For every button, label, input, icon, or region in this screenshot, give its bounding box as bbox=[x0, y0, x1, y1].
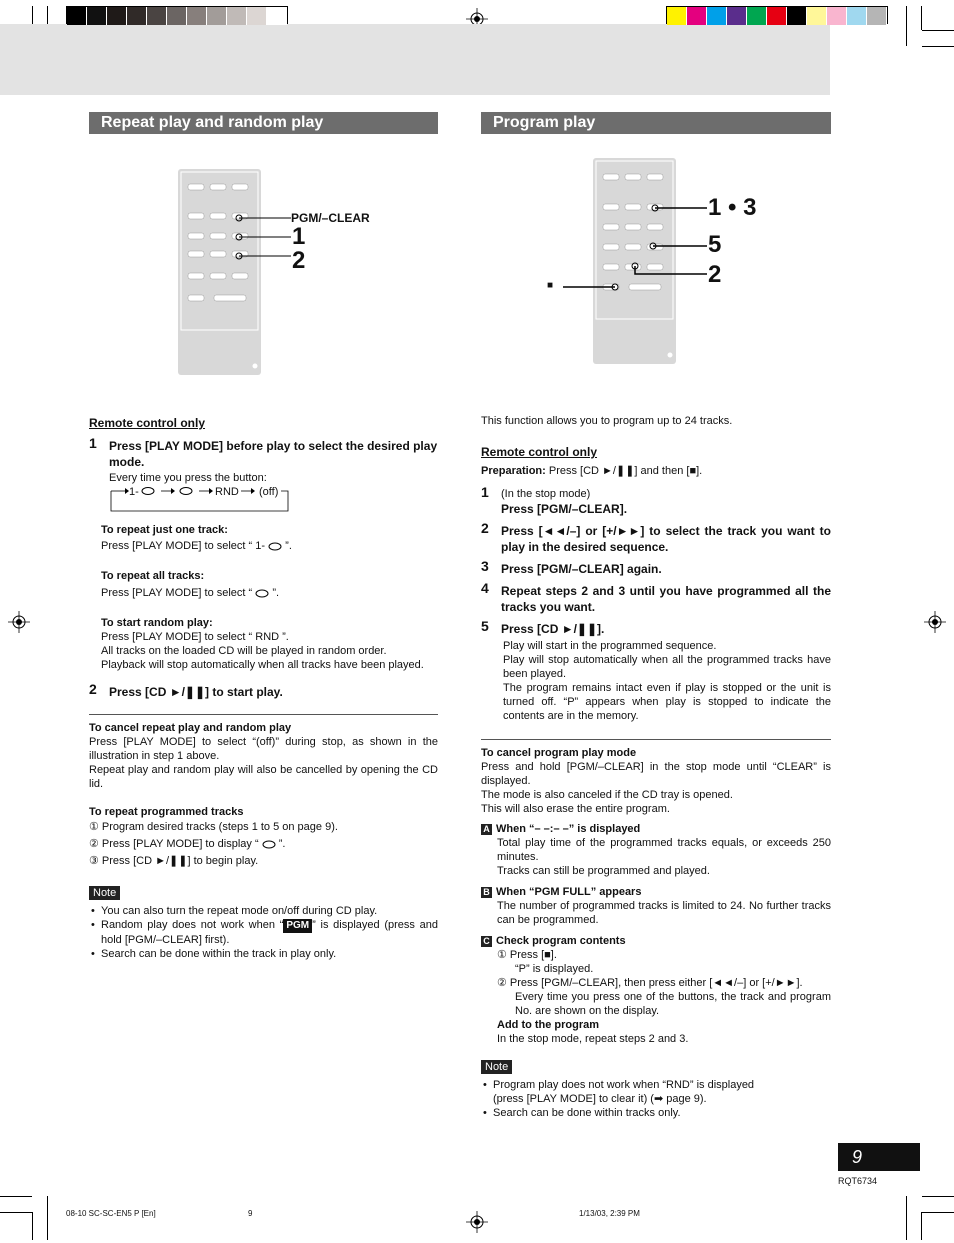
text-part: ”. bbox=[285, 540, 292, 552]
section-c bbox=[481, 934, 831, 1046]
section-c-title: Check program contents bbox=[496, 935, 626, 947]
color-swatch bbox=[787, 7, 807, 25]
repeat-programmed-step: ③ Press [CD ►/❚❚] to begin play. bbox=[89, 855, 259, 867]
gray-calibration-bar bbox=[66, 6, 288, 24]
text-line: (press [PLAY MODE] to clear it) (➡ page 9). bbox=[493, 1093, 707, 1105]
color-swatch bbox=[167, 7, 187, 25]
remote-only-label: Remote control only bbox=[481, 445, 598, 459]
step-text: Repeat steps 2 and 3 until you have programmed all the tracks you want. bbox=[501, 584, 831, 614]
remote-only-label: Remote control only bbox=[89, 416, 206, 430]
play-mode-cycle bbox=[109, 487, 438, 513]
step-number: 1 bbox=[481, 484, 489, 500]
stop-icon: ■ bbox=[547, 280, 554, 291]
cancel-text: Press and hold [PGM/–CLEAR] in the stop mode until “CLEAR” is displayed. bbox=[481, 761, 831, 787]
step-2 bbox=[481, 520, 831, 555]
crop-mark bbox=[922, 1212, 954, 1213]
fig-step-number: 5 bbox=[708, 231, 722, 258]
step-2 bbox=[89, 681, 438, 700]
crop-mark bbox=[0, 1212, 32, 1213]
step-text: Press [PLAY MODE] before play to select the desired play mode. bbox=[109, 439, 438, 469]
color-swatch bbox=[247, 7, 267, 25]
color-swatch bbox=[107, 7, 127, 25]
divider bbox=[89, 714, 438, 715]
doc-code: RQT6734 bbox=[838, 1176, 878, 1186]
repeat-programmed-title: To repeat programmed tracks bbox=[89, 806, 244, 818]
note-label: Note bbox=[89, 886, 120, 900]
detail-line: The program remains intact even if play is stopped or the unit is turned off. “P” appears when play is stopped to indicate the contents are in the memory. bbox=[503, 682, 831, 722]
step-number: 2 bbox=[481, 520, 489, 536]
step-3 bbox=[481, 558, 831, 577]
repeat-icon bbox=[262, 840, 276, 849]
section-c-text bbox=[481, 948, 831, 1046]
prep-label: Preparation: bbox=[481, 465, 546, 477]
repeat-programmed-step bbox=[89, 837, 438, 851]
note-list bbox=[89, 904, 438, 961]
color-swatch bbox=[67, 7, 87, 25]
step-number: 1 bbox=[89, 435, 97, 451]
step-5 bbox=[481, 618, 831, 723]
page-number: 9 bbox=[838, 1143, 920, 1171]
letter-badge: A bbox=[481, 824, 492, 835]
fig-step-number: 2 bbox=[708, 261, 722, 288]
color-swatch bbox=[747, 7, 767, 25]
color-swatch bbox=[207, 7, 227, 25]
callout-lines bbox=[555, 200, 711, 292]
footer-file: 08-10 SC-SC-EN5 P [En] bbox=[66, 1209, 156, 1218]
repeat-all-text bbox=[101, 586, 438, 600]
footer-page: 9 bbox=[248, 1209, 253, 1218]
step-number: 3 bbox=[481, 558, 489, 574]
text-line: ① Press [■]. bbox=[497, 949, 557, 961]
step-4 bbox=[481, 580, 831, 615]
intro-text: This function allows you to program up to 24 tracks. bbox=[481, 415, 733, 427]
color-swatch bbox=[827, 7, 847, 25]
crop-mark bbox=[906, 6, 907, 46]
detail-line: Play will stop automatically when all the programmed tracks have been played. bbox=[503, 654, 831, 680]
prep-text: Press [CD ►/❚❚] and then [■]. bbox=[548, 465, 703, 477]
remote-buttons-drawing bbox=[178, 169, 261, 375]
section-b-title: When “PGM FULL” appears bbox=[496, 886, 642, 898]
color-swatch bbox=[127, 7, 147, 25]
color-swatch bbox=[687, 7, 707, 25]
random-line: Press [PLAY MODE] to select “ RND ”. bbox=[101, 631, 289, 643]
divider bbox=[481, 739, 831, 740]
text-line: Total play time of the programmed tracks equals, or exceeds 250 minutes. bbox=[497, 837, 831, 863]
step-text: Press [◄◄/–] or [+/►►] to select the track you want to play in the desired sequence. bbox=[501, 524, 831, 554]
cancel-title: To cancel program play mode bbox=[481, 747, 637, 759]
repeat-all-block bbox=[89, 569, 438, 600]
registration-target-icon bbox=[466, 1211, 488, 1233]
step-number: 4 bbox=[481, 580, 489, 596]
fig-step-number: 1 • 3 bbox=[708, 194, 757, 221]
repeat-programmed-step: ① Program desired tracks (steps 1 to 5 on page 9). bbox=[89, 821, 338, 833]
text-line: ② Press [PGM/–CLEAR], then press either [◄◄/–] or [+/►►]. bbox=[497, 977, 803, 989]
note-list bbox=[481, 1078, 831, 1120]
crop-mark bbox=[922, 46, 954, 47]
top-gray-band bbox=[0, 24, 830, 95]
random-line: All tracks on the loaded CD will be played in random order. bbox=[101, 645, 387, 657]
registration-target-icon bbox=[8, 611, 30, 633]
step-text: Press [CD ►/❚❚]. bbox=[501, 622, 605, 636]
cycle-one-track: 1- bbox=[129, 486, 139, 498]
cancel-text: Press [PLAY MODE] to select “(off)” during stop, as shown in the illustration in step 1 above. bbox=[89, 736, 438, 762]
text-line: “P” is displayed. bbox=[515, 963, 594, 975]
registration-target-icon bbox=[924, 611, 946, 633]
letter-badge: B bbox=[481, 887, 492, 898]
step-text: Press [PGM/–CLEAR] again. bbox=[501, 562, 662, 576]
color-swatch bbox=[667, 7, 687, 25]
footer-date: 1/13/03, 2:39 PM bbox=[579, 1209, 640, 1218]
crop-mark bbox=[922, 1196, 954, 1197]
text-part: ”. bbox=[278, 838, 286, 850]
add-text: In the stop mode, repeat steps 2 and 3. bbox=[497, 1033, 689, 1045]
section-b-text: The number of programmed tracks is limited to 24. No further tracks can be programmed. bbox=[497, 900, 831, 926]
text-line: Tracks can still be programmed and played. bbox=[497, 865, 710, 877]
cancel-title: To cancel repeat play and random play bbox=[89, 722, 292, 734]
step-1 bbox=[481, 484, 831, 517]
crop-mark bbox=[922, 30, 954, 31]
crop-mark bbox=[32, 1212, 33, 1240]
text-line: Every time you press one of the buttons, the track and program No. are shown on the display. bbox=[515, 991, 831, 1017]
note-item bbox=[493, 1078, 831, 1106]
repeat-one-block bbox=[89, 523, 438, 553]
fig-label-pgm-clear: PGM/–CLEAR bbox=[291, 211, 370, 225]
section-a-title: When “– –:– –” is displayed bbox=[496, 823, 641, 835]
step-text: Press [CD ►/❚❚] to start play. bbox=[109, 685, 283, 699]
preparation bbox=[481, 464, 831, 478]
letter-badge: C bbox=[481, 936, 492, 947]
right-column bbox=[481, 414, 831, 1120]
color-swatch bbox=[87, 7, 107, 25]
fig-step-number: 1 bbox=[292, 223, 306, 250]
section-header-repeat: Repeat play and random play bbox=[89, 112, 438, 134]
repeat-one-title: To repeat just one track: bbox=[101, 524, 228, 536]
section-header-program: Program play bbox=[481, 112, 831, 134]
color-swatch bbox=[187, 7, 207, 25]
step-1 bbox=[89, 435, 438, 672]
crop-mark bbox=[921, 6, 922, 30]
color-swatch bbox=[767, 7, 787, 25]
note-item bbox=[101, 918, 438, 947]
remote-control-illustration bbox=[178, 169, 261, 375]
text-part: ” is displayed (press and hold [PGM/–CLEAR] first). bbox=[101, 919, 438, 946]
color-swatch bbox=[707, 7, 727, 25]
text-line: • Program play does not work when “RND” is displayed bbox=[493, 1079, 755, 1091]
note-item: • You can also turn the repeat mode on/off during CD play. bbox=[101, 904, 438, 918]
cancel-text: Repeat play and random play will also be cancelled by opening the CD lid. bbox=[89, 764, 438, 790]
color-swatch bbox=[847, 7, 867, 25]
text-part: Press [PLAY MODE] to select “ bbox=[101, 587, 253, 599]
text-part: Random play does not work when “ bbox=[101, 919, 284, 931]
cycle-off: (off) bbox=[259, 486, 279, 498]
step-text: Press [PGM/–CLEAR]. bbox=[501, 502, 628, 516]
cancel-text: This will also erase the entire program. bbox=[481, 803, 670, 815]
color-swatch bbox=[227, 7, 247, 25]
color-swatch bbox=[727, 7, 747, 25]
repeat-icon bbox=[268, 542, 282, 551]
color-swatch bbox=[147, 7, 167, 25]
repeat-one-text bbox=[101, 539, 438, 553]
note-label: Note bbox=[481, 1060, 512, 1074]
text-part: ② Press [PLAY MODE] to display “ bbox=[89, 838, 259, 850]
pgm-indicator-badge: PGM bbox=[283, 919, 312, 933]
detail-line: Play will start in the programmed sequence. bbox=[503, 640, 717, 652]
cancel-text: The mode is also canceled if the CD tray is opened. bbox=[481, 789, 733, 801]
repeat-icon bbox=[255, 589, 269, 598]
random-line: Playback will stop automatically when all tracks have been played. bbox=[101, 659, 424, 671]
color-swatch bbox=[267, 7, 287, 25]
cycle-random: RND bbox=[215, 486, 239, 498]
step-5-details bbox=[501, 639, 831, 723]
note-item: • Search can be done within the track in play only. bbox=[101, 947, 438, 961]
step-number: 5 bbox=[481, 618, 489, 634]
crop-mark bbox=[906, 1196, 907, 1240]
step-subtext: (In the stop mode) bbox=[501, 488, 591, 500]
text-part: Press [PLAY MODE] to select “ 1- bbox=[101, 540, 266, 552]
crop-mark bbox=[0, 1196, 32, 1197]
add-title: Add to the program bbox=[497, 1019, 600, 1031]
step-subtext: Every time you press the button: bbox=[109, 472, 267, 484]
color-swatch bbox=[807, 7, 827, 25]
section-a bbox=[481, 822, 831, 878]
repeat-all-title: To repeat all tracks: bbox=[101, 570, 205, 582]
left-column bbox=[89, 416, 438, 961]
crop-mark bbox=[921, 1212, 922, 1240]
step-number: 2 bbox=[89, 681, 97, 697]
color-calibration-bar bbox=[666, 6, 888, 24]
random-title: To start random play: bbox=[101, 617, 213, 629]
note-item: • Search can be done within tracks only. bbox=[493, 1106, 831, 1120]
section-b bbox=[481, 885, 831, 927]
text-part: ”. bbox=[272, 587, 280, 599]
fig-step-number: 2 bbox=[292, 247, 306, 274]
callout-lines bbox=[234, 208, 294, 260]
section-a-text bbox=[481, 836, 831, 878]
random-block bbox=[89, 616, 438, 672]
color-swatch bbox=[867, 7, 887, 25]
crop-mark bbox=[47, 1196, 48, 1240]
